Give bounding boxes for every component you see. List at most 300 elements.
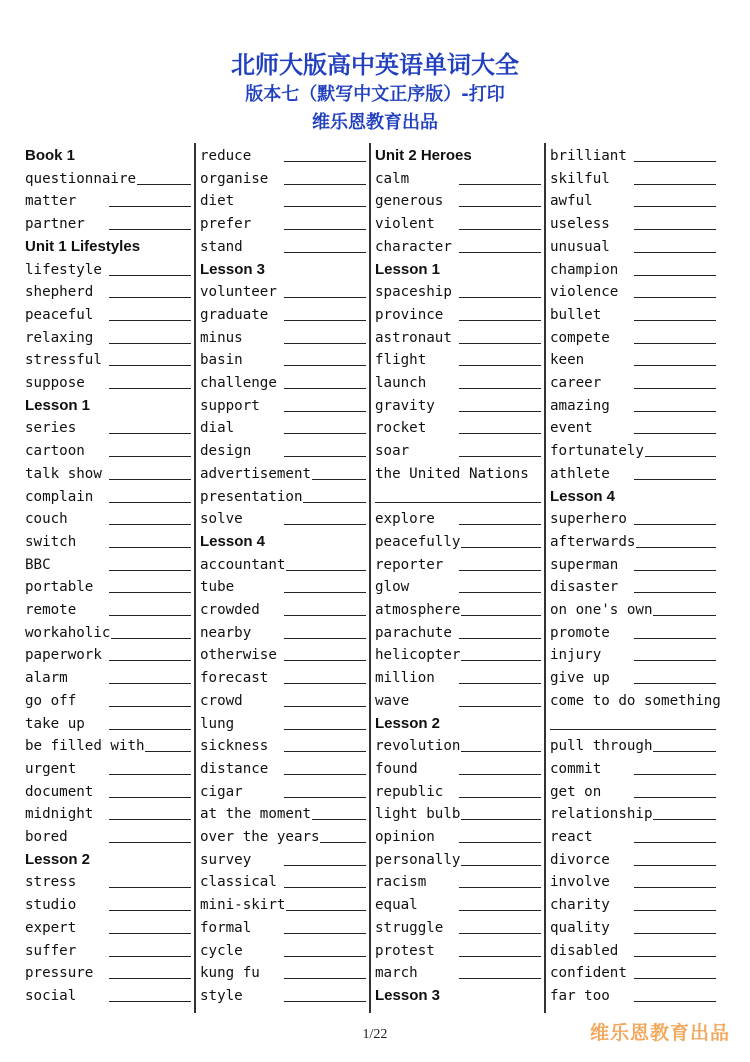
vocab-row <box>375 690 545 713</box>
answer-blank <box>145 751 191 752</box>
vocab-row <box>375 849 545 872</box>
vocab-word: studio <box>25 897 77 914</box>
heading-text: Lesson 4 <box>200 532 266 550</box>
answer-blank <box>634 184 716 185</box>
answer-blank <box>459 638 541 639</box>
answer-blank <box>459 184 541 185</box>
vocab-row <box>375 440 545 463</box>
vocab-row <box>550 236 720 259</box>
vocab-row <box>200 871 370 894</box>
vocab-word: advertisement <box>200 465 312 482</box>
vocab-row <box>200 304 370 327</box>
vocab-row <box>550 372 720 395</box>
page-subtitle: 版本七（默写中文正序版）-打印 <box>245 84 505 105</box>
answer-blank <box>109 524 191 525</box>
vocab-row <box>375 190 545 213</box>
page-number: 1/22 <box>362 1027 388 1042</box>
vocab-row <box>25 508 195 531</box>
column-divider <box>369 143 371 1013</box>
answer-blank <box>109 797 191 798</box>
vocab-row <box>550 259 720 282</box>
vocab-row <box>550 168 720 191</box>
answer-blank <box>109 842 191 843</box>
answer-blank <box>459 320 541 321</box>
answer-blank <box>634 297 716 298</box>
vocab-word: skilful <box>550 170 610 187</box>
vocab-row <box>25 826 195 849</box>
vocab-word: distance <box>200 760 269 777</box>
vocab-word: revolution <box>375 738 461 755</box>
answer-blank <box>284 206 366 207</box>
answer-blank <box>109 229 191 230</box>
vocab-word: wave <box>375 692 410 709</box>
vocab-word: prefer <box>200 216 252 233</box>
vocab-word: champion <box>550 261 619 278</box>
vocab-word: expert <box>25 919 77 936</box>
vocab-word: spaceship <box>375 284 452 301</box>
vocab-word: pressure <box>25 965 94 982</box>
vocab-row <box>200 917 370 940</box>
answer-blank <box>284 638 366 639</box>
answer-blank <box>636 547 716 548</box>
answer-blank <box>284 774 366 775</box>
vocab-word: involve <box>550 874 610 891</box>
vocab-row <box>375 894 545 917</box>
vocab-row <box>200 281 370 304</box>
vocab-word: questionnaire <box>25 170 137 187</box>
vocab-word: react <box>550 829 593 845</box>
vocab-word: republic <box>375 783 444 800</box>
heading-text: Unit 2 Heroes <box>375 147 472 164</box>
vocab-row <box>550 917 720 940</box>
vocab-row <box>25 327 195 350</box>
vocab-word: social <box>25 987 77 1004</box>
vocab-row <box>200 622 370 645</box>
vocab-row <box>200 395 370 418</box>
answer-blank <box>312 819 366 820</box>
vocab-word: useless <box>550 216 610 233</box>
answer-blank <box>303 502 366 503</box>
heading-text: Lesson 1 <box>375 260 441 278</box>
answer-blank <box>459 388 541 389</box>
vocab-word: commit <box>550 760 602 777</box>
vocab-word: violence <box>550 284 619 301</box>
answer-blank <box>284 978 366 979</box>
answer-blank <box>109 275 191 276</box>
vocab-word: minus <box>200 329 243 346</box>
vocab-word: complain <box>25 488 94 505</box>
answer-blank <box>284 456 366 457</box>
vocab-word: bored <box>25 829 68 845</box>
answer-blank <box>634 797 716 798</box>
vocab-word: BBC <box>25 556 51 573</box>
answer-blank <box>634 388 716 389</box>
vocab-word: remote <box>25 602 77 618</box>
answer-blank <box>109 933 191 934</box>
vocab-row <box>550 713 720 736</box>
heading-text: Lesson 1 <box>25 396 91 414</box>
answer-blank <box>461 660 541 661</box>
vocab-word: dial <box>200 420 235 437</box>
vocab-word: go off <box>25 692 77 709</box>
vocab-row <box>550 281 720 304</box>
vocab-row <box>375 599 545 622</box>
page-title: 北师大版高中英语单词大全 <box>231 51 519 79</box>
vocab-row <box>25 417 195 440</box>
answer-blank <box>459 570 541 571</box>
vocab-word: midnight <box>25 806 94 823</box>
vocab-word: compete <box>550 329 610 346</box>
vocab-row <box>200 713 370 736</box>
column-divider <box>194 143 196 1013</box>
vocab-word: divorce <box>550 851 610 868</box>
section-heading <box>25 145 195 168</box>
answer-blank <box>634 252 716 253</box>
vocab-word: fortunately <box>550 443 644 460</box>
vocab-row <box>550 871 720 894</box>
answer-blank <box>459 524 541 525</box>
vocab-row <box>200 327 370 350</box>
vocab-word: relationship <box>550 806 653 823</box>
vocab-row <box>25 871 195 894</box>
vocab-word: talk show <box>25 465 102 482</box>
answer-blank <box>284 297 366 298</box>
answer-blank <box>109 706 191 707</box>
answer-blank <box>284 933 366 934</box>
vocab-word: workaholic <box>25 624 111 641</box>
vocab-row <box>375 417 545 440</box>
answer-blank <box>459 887 541 888</box>
vocab-word: explore <box>375 511 435 528</box>
answer-blank <box>137 184 191 185</box>
heading-text: Lesson 2 <box>25 850 91 868</box>
vocab-row <box>550 985 720 1008</box>
section-heading <box>25 395 195 418</box>
answer-blank <box>284 343 366 344</box>
vocab-row <box>375 327 545 350</box>
vocab-row <box>25 599 195 622</box>
answer-blank <box>109 978 191 979</box>
answer-blank <box>459 297 541 298</box>
vocab-row <box>200 667 370 690</box>
vocab-word: athlete <box>550 465 610 482</box>
answer-blank <box>459 842 541 843</box>
answer-blank <box>284 615 366 616</box>
vocab-word: sickness <box>200 738 269 755</box>
vocab-word: lung <box>200 715 235 732</box>
answer-blank <box>284 161 366 162</box>
answer-blank <box>109 388 191 389</box>
vocab-row <box>550 667 720 690</box>
answer-blank <box>459 910 541 911</box>
vocab-word: alarm <box>25 670 68 687</box>
section-heading <box>375 259 545 282</box>
vocab-word: over the years <box>200 829 320 845</box>
vocab-word: peaceful <box>25 306 94 323</box>
vocab-word: pull through <box>550 738 653 755</box>
vocab-row <box>200 781 370 804</box>
vocab-row <box>550 417 720 440</box>
vocab-row <box>550 781 720 804</box>
vocab-row <box>375 281 545 304</box>
answer-blank <box>634 524 716 525</box>
vocab-word: province <box>375 306 444 323</box>
vocab-word: afterwards <box>550 533 636 550</box>
answer-blank <box>109 343 191 344</box>
vocab-row <box>200 508 370 531</box>
answer-blank <box>459 229 541 230</box>
answer-blank <box>634 365 716 366</box>
answer-blank <box>284 729 366 730</box>
vocab-word: be filled with <box>25 738 145 755</box>
vocab-word: light bulb <box>375 806 461 823</box>
answer-blank <box>634 411 716 412</box>
answer-blank <box>109 456 191 457</box>
vocab-word: graduate <box>200 306 269 323</box>
answer-blank <box>109 1001 191 1002</box>
heading-text: Unit 1 Lifestyles <box>25 237 141 255</box>
vocab-row <box>200 940 370 963</box>
answer-blank <box>284 320 366 321</box>
vocab-row <box>375 168 545 191</box>
heading-text: Lesson 2 <box>375 714 441 732</box>
vocab-word: struggle <box>375 919 444 936</box>
section-heading <box>200 259 370 282</box>
vocab-row <box>25 667 195 690</box>
answer-blank <box>284 252 366 253</box>
vocab-row <box>25 554 195 577</box>
vocab-row <box>550 690 720 713</box>
vocab-row <box>25 304 195 327</box>
answer-blank <box>286 570 366 571</box>
answer-blank <box>634 229 716 230</box>
answer-blank <box>109 729 191 730</box>
vocab-row <box>200 985 370 1008</box>
answer-blank <box>284 865 366 866</box>
vocab-word: calm <box>375 170 410 187</box>
vocab-row <box>375 826 545 849</box>
vocab-row <box>550 735 720 758</box>
vocab-row <box>200 576 370 599</box>
vocab-word: relaxing <box>25 329 94 346</box>
answer-blank <box>109 206 191 207</box>
vocab-row <box>375 372 545 395</box>
vocab-row <box>25 985 195 1008</box>
vocab-word: peacefully <box>375 533 461 550</box>
vocab-row <box>550 826 720 849</box>
answer-blank <box>284 706 366 707</box>
vocab-row <box>550 531 720 554</box>
vocab-row <box>550 758 720 781</box>
vocab-row <box>25 349 195 372</box>
answer-blank <box>284 797 366 798</box>
vocab-word: launch <box>375 375 427 391</box>
section-heading <box>550 486 720 509</box>
answer-blank <box>109 365 191 366</box>
vocab-row <box>25 622 195 645</box>
vocab-row <box>200 236 370 259</box>
vocab-word: superman <box>550 556 619 573</box>
vocab-row <box>25 690 195 713</box>
vocab-word: million <box>375 670 435 687</box>
vocab-row <box>200 168 370 191</box>
vocab-row <box>25 758 195 781</box>
answer-blank <box>634 660 716 661</box>
answer-blank <box>459 456 541 457</box>
answer-blank <box>461 751 541 752</box>
vocab-word: superhero <box>550 511 627 528</box>
vocab-word: generous <box>375 193 444 210</box>
vocab-word: stand <box>200 238 243 255</box>
answer-blank <box>375 502 541 503</box>
section-heading <box>200 531 370 554</box>
vocab-word: shepherd <box>25 284 94 301</box>
answer-blank <box>284 229 366 230</box>
answer-blank <box>634 275 716 276</box>
vocab-word: flight <box>375 352 427 369</box>
section-heading <box>25 236 195 259</box>
vocab-row <box>25 803 195 826</box>
vocab-word: matter <box>25 193 77 210</box>
vocab-word: astronaut <box>375 329 452 346</box>
answer-blank <box>634 433 716 434</box>
vocab-row <box>550 190 720 213</box>
vocab-word: soar <box>375 443 410 460</box>
answer-blank <box>459 252 541 253</box>
vocab-row <box>550 803 720 826</box>
answer-blank <box>634 956 716 957</box>
vocab-row <box>25 781 195 804</box>
vocab-word: the United Nations <box>375 465 529 482</box>
answer-blank <box>634 865 716 866</box>
vocab-word: give up <box>550 670 610 687</box>
answer-blank <box>461 865 541 866</box>
vocab-word: crowded <box>200 602 260 618</box>
vocab-row <box>25 940 195 963</box>
vocab-row <box>25 213 195 236</box>
vocab-word: cycle <box>200 942 243 959</box>
vocab-row <box>550 349 720 372</box>
answer-blank <box>284 524 366 525</box>
vocab-word: unusual <box>550 238 610 255</box>
answer-blank <box>109 683 191 684</box>
vocab-row <box>550 894 720 917</box>
vocab-word: rocket <box>375 420 427 437</box>
vocab-row <box>550 622 720 645</box>
vocab-word: reporter <box>375 556 444 573</box>
answer-blank <box>109 774 191 775</box>
vocab-word: confident <box>550 965 627 982</box>
answer-blank <box>634 161 716 162</box>
answer-blank <box>634 570 716 571</box>
answer-blank <box>634 320 716 321</box>
vocab-word: forecast <box>200 670 269 687</box>
vocab-row <box>375 508 545 531</box>
answer-blank <box>109 570 191 571</box>
vocab-row <box>200 554 370 577</box>
vocab-word: crowd <box>200 692 243 709</box>
vocab-row <box>550 440 720 463</box>
answer-blank <box>109 956 191 957</box>
vocab-row <box>375 940 545 963</box>
answer-blank <box>109 297 191 298</box>
vocab-row <box>375 962 545 985</box>
vocab-row <box>375 917 545 940</box>
vocab-word: parachute <box>375 624 452 641</box>
vocab-word: brilliant <box>550 148 627 164</box>
vocab-row <box>375 349 545 372</box>
vocab-row <box>200 213 370 236</box>
vocab-row <box>25 576 195 599</box>
answer-blank <box>634 683 716 684</box>
answer-blank <box>109 592 191 593</box>
vocab-row <box>25 531 195 554</box>
answer-blank <box>286 910 366 911</box>
vocab-row <box>550 508 720 531</box>
vocab-word: violent <box>375 216 435 233</box>
vocab-word: portable <box>25 579 94 596</box>
answer-blank <box>645 456 716 457</box>
vocab-word: promote <box>550 624 610 641</box>
answer-blank <box>459 433 541 434</box>
section-heading <box>375 713 545 736</box>
vocab-word: charity <box>550 897 610 914</box>
vocab-word: accountant <box>200 556 286 573</box>
answer-blank <box>109 910 191 911</box>
vocab-row <box>200 372 370 395</box>
vocab-word: take up <box>25 715 85 732</box>
answer-blank <box>653 751 716 752</box>
vocab-word: otherwise <box>200 647 277 664</box>
vocab-row <box>550 576 720 599</box>
vocab-row <box>200 758 370 781</box>
answer-blank <box>284 388 366 389</box>
vocab-word: glow <box>375 579 410 596</box>
answer-blank <box>320 842 366 843</box>
vocab-row <box>375 871 545 894</box>
vocab-row <box>550 554 720 577</box>
vocab-row <box>25 962 195 985</box>
answer-blank <box>109 502 191 503</box>
answer-blank <box>459 365 541 366</box>
answer-blank <box>109 660 191 661</box>
answer-blank <box>634 1001 716 1002</box>
answer-blank <box>634 592 716 593</box>
vocab-word: at the moment <box>200 806 312 823</box>
vocab-word: stressful <box>25 352 102 369</box>
section-heading <box>375 145 545 168</box>
answer-blank <box>459 592 541 593</box>
vocab-row <box>25 894 195 917</box>
vocab-row <box>375 554 545 577</box>
vocab-row <box>25 190 195 213</box>
vocab-word: personally <box>375 851 461 868</box>
vocab-word: amazing <box>550 397 610 414</box>
vocab-row <box>25 486 195 509</box>
vocab-row <box>200 190 370 213</box>
heading-text: Book 1 <box>25 147 76 164</box>
vocab-word: organise <box>200 170 269 187</box>
vocab-row <box>200 145 370 168</box>
vocab-row <box>25 917 195 940</box>
vocab-word: basin <box>200 352 243 369</box>
answer-blank <box>284 683 366 684</box>
vocab-word: opinion <box>375 829 435 845</box>
vocab-word: disabled <box>550 942 619 959</box>
answer-blank <box>284 1001 366 1002</box>
vocab-row <box>375 803 545 826</box>
vocab-word: style <box>200 987 243 1004</box>
